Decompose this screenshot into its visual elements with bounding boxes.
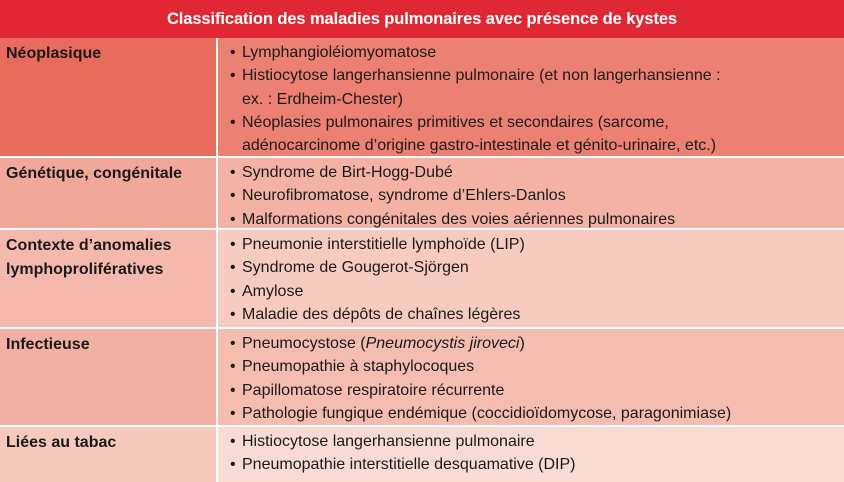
list-item: • Lymphangioléiomyomatose bbox=[230, 41, 844, 64]
row-category-line: Contexte d’anomalies bbox=[6, 237, 172, 254]
row-items bbox=[220, 158, 844, 228]
italic-species-name: Pneumocystis jiroveci bbox=[365, 335, 520, 352]
list-item-continuation: adénocarcinome d’origine gastro-intestinale et génito-urinaire, etc.) bbox=[242, 137, 717, 155]
table-row-genetique bbox=[0, 158, 844, 230]
row-items bbox=[220, 230, 844, 327]
list-item: • Malformations congénitales des voies aériennes pulmonaires bbox=[230, 208, 844, 231]
list-item: • Pneumopathie interstitielle desquamative (DIP) bbox=[230, 453, 844, 476]
list-item-continuation: ex. : Erdheim-Chester) bbox=[242, 90, 403, 108]
table-title: Classification des maladies pulmonaires avec présence de kystes bbox=[0, 0, 844, 38]
row-category: Liées au tabac bbox=[0, 427, 218, 482]
list-item: • Pneumonie interstitielle lymphoïde (LIP) bbox=[230, 233, 844, 256]
list-item: • Syndrome de Gougerot-Sjörgen bbox=[230, 256, 844, 279]
list-item: • Maladie des dépôts de chaînes légères bbox=[230, 303, 844, 326]
row-category: Néoplasique bbox=[0, 38, 218, 156]
row-category: Infectieuse bbox=[0, 329, 218, 425]
list-item: • Histiocytose langerhansienne pulmonaire bbox=[230, 430, 844, 453]
list-item: • Néoplasies pulmonaires primitives et secondaires (sarcome, bbox=[230, 111, 844, 134]
table-row-infectieuse bbox=[0, 329, 844, 427]
row-category: Génétique, congénitale bbox=[0, 158, 218, 228]
list-item: • Amylose bbox=[230, 280, 844, 303]
table-row-tabac bbox=[0, 427, 844, 482]
list-item: • Pneumocystose (Pneumocystis jiroveci) bbox=[230, 332, 844, 355]
row-items bbox=[220, 38, 844, 156]
list-item: • Pneumopathie à staphylocoques bbox=[230, 355, 844, 378]
table-row-lymphoproliferatives bbox=[0, 230, 844, 329]
list-item: • Histiocytose langerhansienne pulmonaire (et non langerhansienne : bbox=[230, 64, 844, 87]
list-item: • Syndrome de Birt-Hogg-Dubé bbox=[230, 161, 844, 184]
row-category bbox=[0, 230, 218, 327]
row-items bbox=[220, 329, 844, 425]
list-item: • Papillomatose respiratoire récurrente bbox=[230, 379, 844, 402]
table-row-neoplasique bbox=[0, 38, 844, 158]
row-category-line: lymphoprolifératives bbox=[6, 261, 164, 278]
list-item: • Pathologie fungique endémique (coccidioïdomycose, paragonimiase) bbox=[230, 402, 844, 425]
list-item: • Neurofibromatose, syndrome d’Ehlers-Danlos bbox=[230, 184, 844, 207]
row-items bbox=[220, 427, 844, 482]
